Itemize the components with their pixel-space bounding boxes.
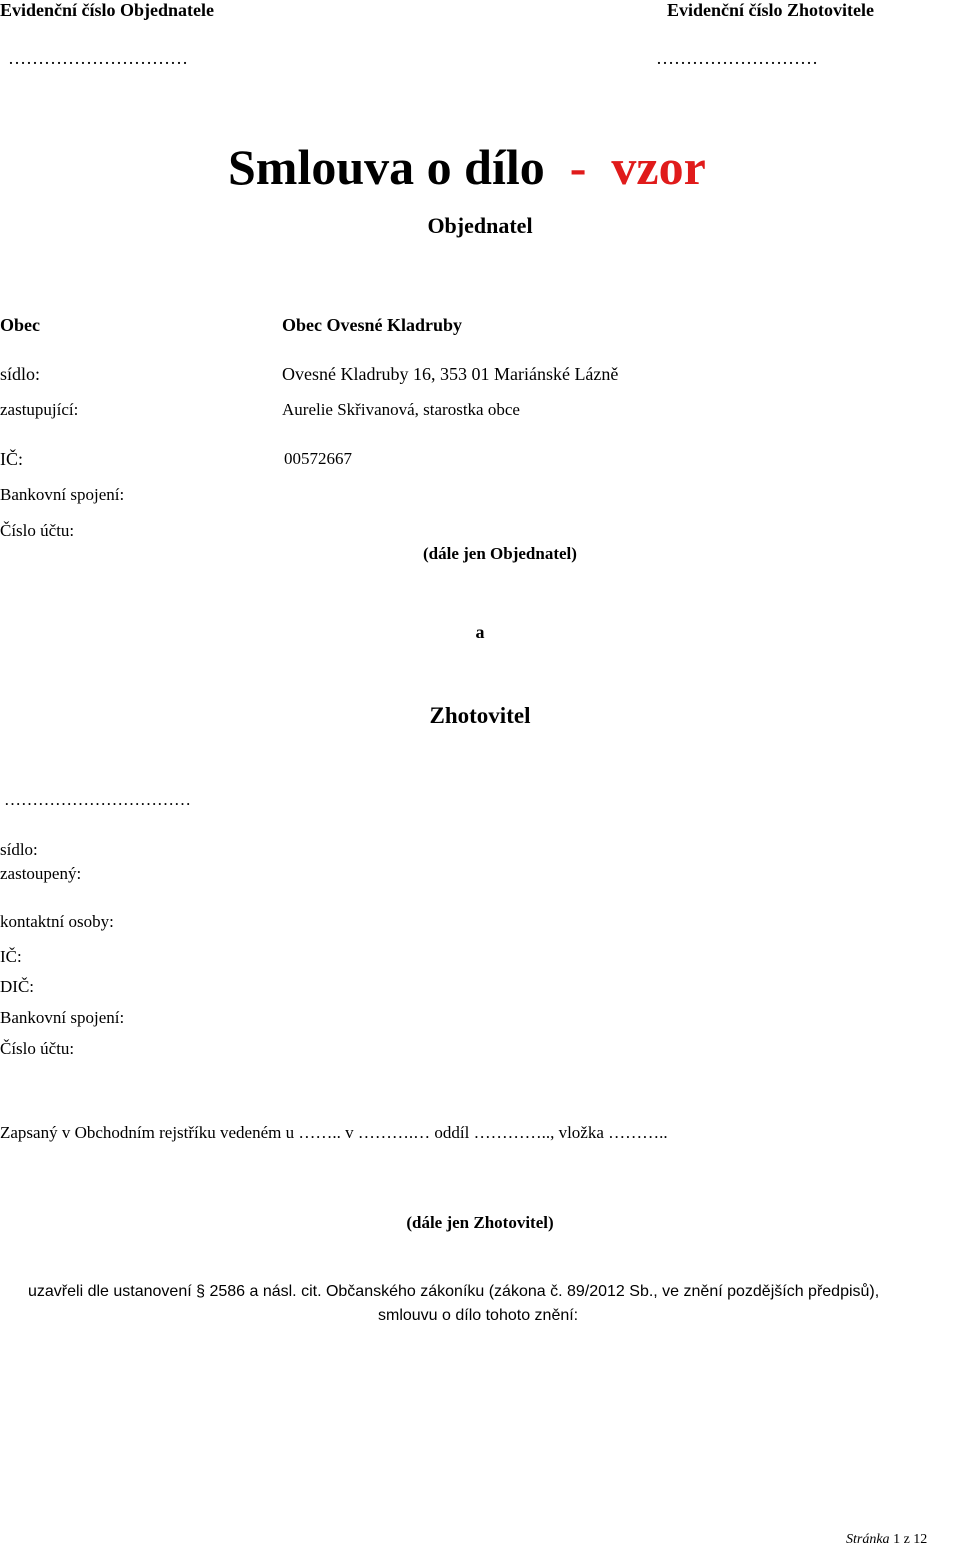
page-number: 1 — [893, 1532, 901, 1547]
zhotovitel-sidlo-label: sídlo: — [0, 840, 38, 859]
page-word: Stránka — [846, 1532, 890, 1547]
bankovni-spojeni-label: Bankovní spojení: — [0, 485, 125, 504]
zhotovitel-bankovni-spojeni-label: Bankovní spojení: — [0, 1008, 125, 1027]
document-title — [228, 138, 706, 196]
obec-label: Obec — [0, 315, 40, 335]
sidlo-value: Ovesné Kladruby 16, 353 01 Mariánské Lázně — [282, 364, 619, 384]
page-of: z — [903, 1532, 910, 1547]
dale-jen-objednatel: (dále jen Objednatel) — [423, 544, 577, 563]
zhotovitel-number-placeholder: ……………………… — [656, 48, 818, 68]
connector-a: a — [475, 622, 485, 642]
sidlo-label: sídlo: — [0, 364, 41, 384]
ic-label: IČ: — [0, 449, 24, 469]
ic-value: 00572667 — [284, 449, 352, 468]
cislo-uctu-label: Číslo účtu: — [0, 521, 75, 540]
zastupujici-value: Aurelie Skřivanová, starostka obce — [282, 400, 520, 419]
objednatel-number-placeholder: ………………………… — [8, 48, 188, 68]
zhotovitel-ic-label: IČ: — [0, 947, 22, 966]
page-footer — [846, 1532, 927, 1548]
closing-line-1: uzavřeli dle ustanovení § 2586 a násl. cit. Občanského zákoníku (zákona č. 89/2012 Sb., ve znění pozdějších předpisů), — [28, 1283, 880, 1300]
zastupujici-label: zastupující: — [0, 400, 79, 419]
zhotovitel-cislo-uctu-label: Číslo účtu: — [0, 1039, 75, 1058]
evidencni-cislo-zhotovitele-label: Evidenční číslo Zhotovitele — [667, 0, 874, 20]
title-suffix: vzor — [611, 139, 706, 195]
title-main: Smlouva o dílo — [228, 139, 545, 195]
zhotovitel-name-placeholder: …………………………… — [4, 790, 191, 809]
closing-line-2: smlouvu o dílo tohoto znění: — [378, 1307, 579, 1324]
zastoupeny-label: zastoupený: — [0, 864, 82, 883]
obchodni-rejstrik-line: Zapsaný v Obchodním rejstříku vedeném u …….. v ……….… oddíl ………….., vložka ……….. — [0, 1123, 668, 1142]
dale-jen-zhotovitel: (dále jen Zhotovitel) — [406, 1213, 554, 1232]
objednatel-heading: Objednatel — [427, 213, 533, 238]
zhotovitel-heading: Zhotovitel — [429, 703, 531, 728]
obec-value: Obec Ovesné Kladruby — [282, 315, 463, 335]
page-total: 12 — [913, 1532, 928, 1547]
zhotovitel-dic-label: DIČ: — [0, 977, 34, 996]
kontaktni-osoby-label: kontaktní osoby: — [0, 912, 114, 931]
evidencni-cislo-objednatele-label: Evidenční číslo Objednatele — [0, 0, 215, 20]
title-dash: - — [569, 139, 587, 195]
